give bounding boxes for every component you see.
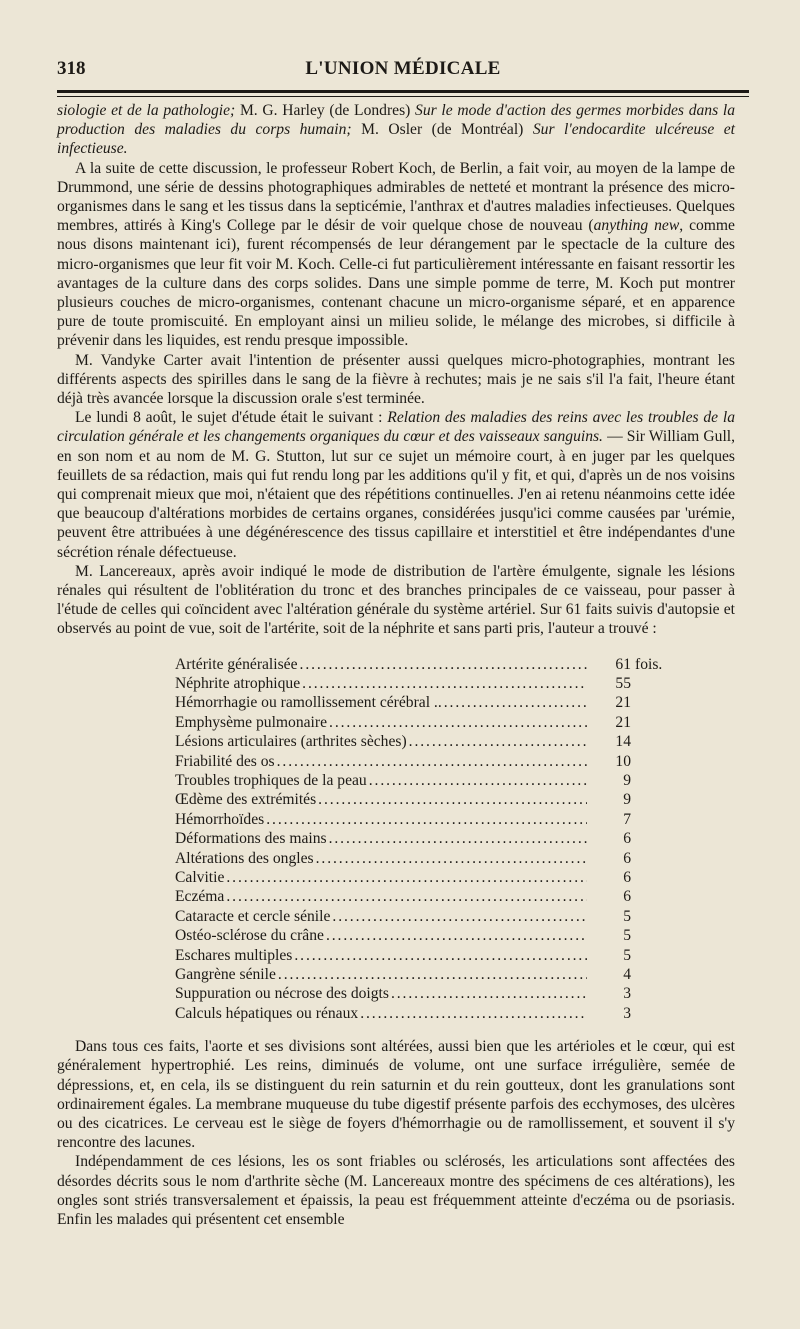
finding-row [175, 868, 675, 887]
finding-row [175, 984, 675, 1003]
leader-dots [369, 771, 587, 790]
finding-count: 6 [623, 888, 631, 906]
finding-label: Œdème des extrémités [175, 791, 317, 809]
paragraph-2 [57, 159, 735, 351]
page-number: 318 [57, 58, 86, 79]
finding-row [175, 926, 675, 945]
body-text [57, 101, 735, 1229]
finding-label: Lésions articulaires (arthrites sèches) [175, 733, 407, 751]
paragraph-4-text: Le lundi 8 août, le sujet d'étude était le suivant : [75, 409, 388, 427]
paragraph-2-text-end: , comme nous disons maintenant ici), furent récompensés de leur dérangement par le spectacle de la culture des micro-organismes que leur fit voir M. Koch. Celle-ci fut particulièrement intéressante en faisant ressortir les avantages de la culture dans des corps solides. Dans une simple pomme de terre, M. Koch put montrer plusieurs couches de micro-organismes, contenant chacune un micro-organisme séparé, et en apparence pure de toute promiscuité. En employant ainsi un milieu solide, le mélange des microbes, si difficile à prévenir dans les liquides, est rendu presque impossible. [57, 217, 735, 350]
leader-dots [329, 713, 587, 732]
paragraph-5: M. Lancereaux, après avoir indiqué le mode de distribution de l'artère émulgente, signale les lésions rénales qui résultent de l'oblitération du tronc et des branches principales de ce vaisseau, pour passer à l'étude de celles qui coïncident avec l'altération générale du système artériel. Sur 61 faits suivis d'autopsie et observés au point de vue, soit de l'artérite, soit de la néphrite et sans parti pris, l'auteur a trouvé : [57, 562, 735, 638]
finding-row [175, 829, 675, 848]
finding-row [175, 790, 675, 809]
header-rule-thick [57, 90, 749, 93]
finding-label: Suppuration ou nécrose des doigts [175, 985, 389, 1003]
leader-dots [329, 829, 587, 848]
finding-label: Calvitie [175, 868, 225, 886]
finding-count: 3 [623, 1004, 631, 1022]
finding-count: 4 [623, 965, 631, 983]
finding-unit: fois. [635, 655, 663, 673]
leader-dots [300, 655, 587, 674]
leader-dots [302, 674, 587, 693]
leader-dots [444, 693, 587, 712]
leader-dots [278, 965, 587, 984]
finding-count: 9 [623, 772, 631, 790]
finding-count: 6 [623, 868, 631, 886]
finding-label: Déformations des mains [175, 830, 327, 848]
finding-row [175, 907, 675, 926]
running-title: L'UNION MÉDICALE [305, 58, 501, 79]
header-rule-thin [57, 96, 749, 97]
finding-row [175, 771, 675, 790]
leader-dots [326, 926, 587, 945]
leader-dots [318, 790, 587, 809]
finding-count: 21 [615, 694, 631, 712]
leader-dots [360, 1004, 587, 1023]
finding-label: Hémorrhoïdes [175, 810, 265, 828]
leader-dots [294, 946, 587, 965]
paragraph-1-title-a: siologie et de la pathologie; [57, 102, 240, 119]
finding-count: 5 [623, 927, 631, 945]
finding-row [175, 732, 675, 751]
finding-count: 6 [623, 849, 631, 867]
paragraph-7: Indépendamment de ces lésions, les os sont friables ou sclérosés, les articulations sont affectées des désordes décrits sous le nom d'arthrite sèche (M. Lancereaux montre des spécimens de ces altérations), les ongles sont striés transversalement et épaissis, la peau est fréquemment atteinte d'eczéma ou de psoriasis. Enfin les malades qui présentent cet ensemble [57, 1153, 735, 1228]
findings-table [175, 655, 675, 1023]
leader-dots [391, 984, 587, 1003]
finding-row [175, 1004, 675, 1023]
paragraph-4-text-end: — Sir William Gull, en son nom et au nom de M. G. Stutton, lut sur ce sujet un mémoire court, à en juger par les quelques feuillets de sa rédaction, mais qui fut rendu long par les additions qu'il y fit, et qui, d'après un de nos voisins qui comprenait mieux que moi, n'étaient que des répétitions continuelles. J'en ai retenu néanmoins cette idée que beaucoup d'altérations morbides de certains organes, considérées jusqu'ici comme causées par 'urémie, peuvent être attribuées à une dégénérescence des tissus capillaire et interstitiel et être indépendantes d'une sécrétion rénale défectueuse. [57, 428, 736, 561]
paragraph-3: M. Vandyke Carter avait l'intention de présenter aussi quelques micro-photographies, montrant les différents aspects des spirilles dans le sang de la fièvre à rechutes; mais je ne sais s'il l'a fait, l'heure étant déjà très avancée lorsque la discussion orale s'est terminée. [57, 351, 735, 408]
paragraph-2-emphasis: anything new [593, 217, 680, 235]
leader-dots [226, 887, 587, 906]
finding-row [175, 655, 675, 674]
paragraph-2-text: A la suite de cette discussion, le professeur Robert Koch, de Berlin, a fait voir, au moyen de la lampe de Drummond, une série de dessins photographiques admirables de netteté et montrant la présence des micro-organismes dans le sang et les tissus dans la septicémie, l'anthrax et d'autres maladies infectieuses. Quelques membres, attirés à King's College par le désir de voir quelque chose de nouveau ( [57, 159, 735, 235]
finding-label: Friabilité des os [175, 752, 275, 770]
finding-label: Ostéo-sclérose du crâne [175, 927, 324, 945]
page-header [57, 58, 749, 84]
paragraph-6: Dans tous ces faits, l'aorte et ses divisions sont altérées, aussi bien que les artérioles et le cœur, qui est généralement hypertrophié. Les reins, diminués de volume, ont une surface irrégulière, semée de dépressions, et, en cela, ils se distinguent du rein saturnin et du rein goutteux, dont les granulations sont ordinairement égales. La membrane muqueuse du tube digestif présente parfois des ecchymoses, des ulcères ou des cicatrices. Le cerveau est le siège de foyers d'hémorrhagie ou de ramollissement, et souvent il s'y rencontre des lacunes. [57, 1038, 735, 1152]
paragraph-1-author-b: M. Osler (de Montréal) [361, 121, 533, 139]
leader-dots [316, 849, 587, 868]
paragraph-1-title-b: Sur le mode d'action des germes morbides dans la production des maladies du corps humain; [57, 102, 735, 139]
paragraph-1 [57, 101, 735, 159]
finding-count: 9 [623, 791, 631, 809]
finding-row [175, 887, 675, 906]
finding-count: 55 [615, 675, 631, 693]
finding-label: Calculs hépatiques ou rénaux [175, 1004, 359, 1022]
finding-count: 5 [623, 907, 631, 925]
finding-row [175, 693, 675, 712]
finding-count: 3 [623, 985, 631, 1003]
finding-row [175, 849, 675, 868]
leader-dots [226, 868, 587, 887]
finding-row [175, 752, 675, 771]
finding-label: Artérite généralisée [175, 655, 298, 673]
finding-count: 14 [615, 733, 631, 751]
finding-label: Troubles trophiques de la peau [175, 772, 367, 790]
finding-count: 6 [623, 830, 631, 848]
finding-label: Hémorrhagie ou ramollissement cérébral .. [175, 694, 442, 712]
finding-count: 61 [615, 655, 631, 673]
leader-dots [266, 810, 587, 829]
paragraph-4-subject: Relation des maladies des reins avec les troubles de la circulation générale et les changements organiques du cœur et des vaisseaux sanguins. [57, 409, 735, 446]
finding-label: Emphysème pulmonaire [175, 713, 328, 731]
paragraph-1-title-c: Sur l'endocardite ulcéreuse et infectieuse. [57, 121, 735, 158]
finding-row [175, 810, 675, 829]
finding-count: 7 [623, 810, 631, 828]
leader-dots [409, 732, 587, 751]
leader-dots [332, 907, 587, 926]
finding-label: Altérations des ongles [175, 849, 314, 867]
paragraph-1-author-a: M. G. Harley (de Londres) [239, 102, 416, 119]
paragraph-4 [57, 408, 735, 562]
finding-row [175, 674, 675, 693]
finding-row [175, 713, 675, 732]
finding-count: 21 [615, 713, 631, 731]
finding-row [175, 965, 675, 984]
finding-label: Cataracte et cercle sénile [175, 907, 331, 925]
finding-label: Néphrite atrophique [175, 675, 301, 693]
finding-row [175, 946, 675, 965]
finding-count: 5 [623, 946, 631, 964]
finding-label: Eschares multiples [175, 946, 293, 964]
leader-dots [277, 752, 587, 771]
finding-label: Eczéma [175, 888, 225, 906]
finding-label: Gangrène sénile [175, 965, 276, 983]
finding-count: 10 [615, 752, 631, 770]
